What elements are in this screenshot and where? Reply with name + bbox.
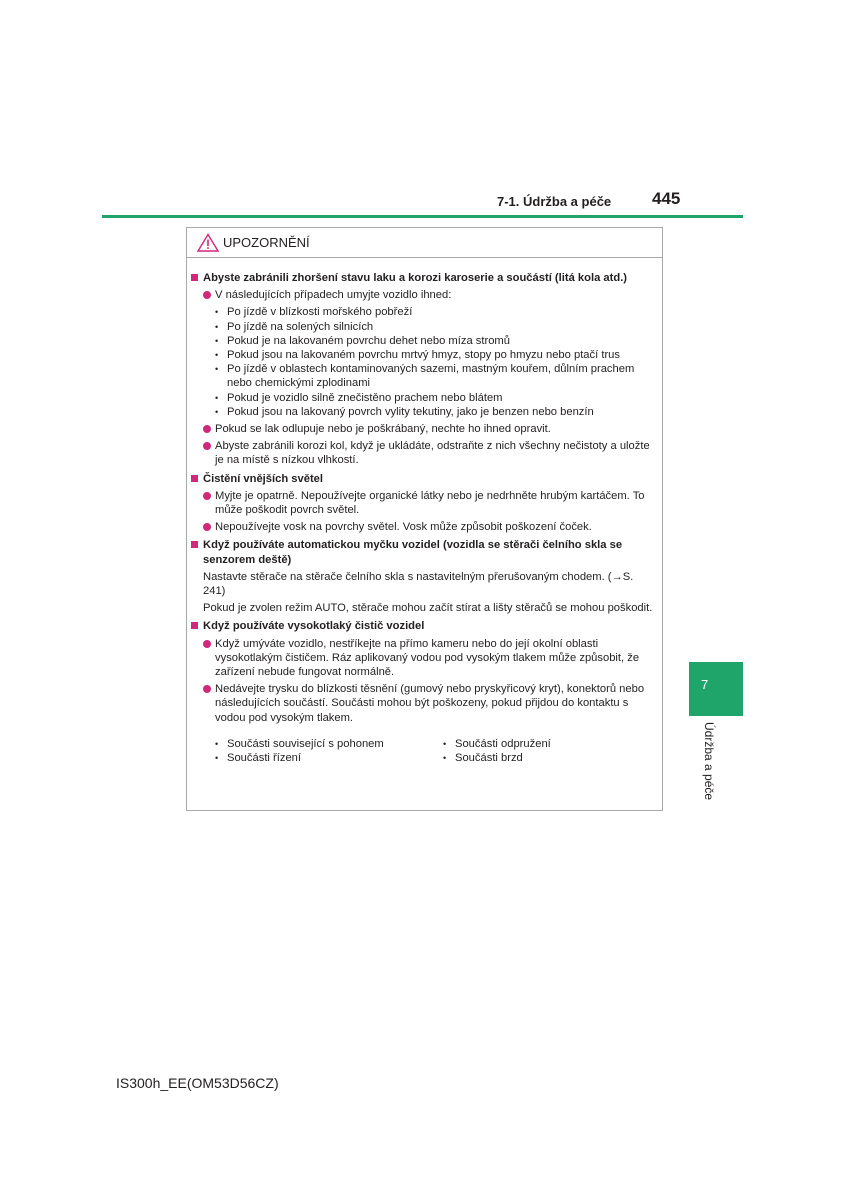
bullet-item: • Součásti související s pohonem bbox=[191, 737, 419, 751]
bullet-item: • Pokud jsou na lakovaný povrch vylity tekutiny, jako je benzen nebo benzín bbox=[191, 405, 656, 419]
caution-title: UPOZORNĚNÍ bbox=[223, 235, 310, 250]
bullet-item: • Po jízdě v oblastech kontaminovaných sazemi, mastným kouřem, důlním prachem nebo chemickými zplodinami bbox=[191, 362, 656, 390]
chapter-label: Údržba a péče bbox=[702, 722, 716, 801]
list-item: Pokud se lak odlupuje nebo je poškrábaný, nechte ho ihned opravit. bbox=[191, 422, 656, 436]
list-item: Abyste zabránili korozi kol, když je ukládáte, odstraňte z nich všechny nečistoty a uložte je na místě s nízkou vlhkostí. bbox=[191, 439, 656, 467]
section-heading: Když používáte vysokotlaký čistič vozidel bbox=[191, 619, 656, 633]
bullet-item: • Pokud je vozidlo silně znečistěno prachem nebo blátem bbox=[191, 391, 656, 405]
bullet-item: • Součásti odpružení bbox=[419, 737, 639, 751]
chapter-tab bbox=[689, 662, 743, 716]
components-column bbox=[419, 737, 639, 765]
page-number: 445 bbox=[652, 189, 681, 208]
caution-body bbox=[187, 258, 662, 765]
bullet-item: • Po jízdě na solených silnicích bbox=[191, 320, 656, 334]
list-item: Nepoužívejte vosk na povrchy světel. Vosk může způsobit poškození čoček. bbox=[191, 520, 656, 534]
components-list bbox=[191, 737, 656, 765]
warning-triangle-icon bbox=[197, 233, 219, 252]
list-item: Nedávejte trysku do blízkosti těsnění (gumový nebo pryskyřicový kryt), konektorů nebo následujících součástí. Součásti mohou být poškozeny, pokud přijdou do kontaktu s vodou pod vysokým tlakem. bbox=[191, 682, 656, 725]
list-item: V následujících případech umyjte vozidlo ihned: bbox=[191, 288, 656, 302]
list-item: Myjte je opatrně. Nepoužívejte organické látky nebo je nedrhněte hrubým kartáčem. To může poškodit povrch světel. bbox=[191, 489, 656, 517]
bullet-item: • Pokud jsou na lakovaném povrchu mrtvý hmyz, stopy po hmyzu nebo ptačí trus bbox=[191, 348, 656, 362]
paragraph: Pokud je zvolen režim AUTO, stěrače mohou začít stírat a lišty stěračů se mohou poškodit. bbox=[203, 602, 653, 615]
bullet-list bbox=[191, 305, 656, 419]
components-column bbox=[191, 737, 419, 765]
section-heading: Čistění vnějších světel bbox=[191, 472, 656, 486]
header-rule bbox=[102, 215, 743, 218]
section-heading: Když používáte automatickou myčku vozidel (vozidla se stěrači čelního skla se senzorem deště) bbox=[191, 538, 656, 566]
bullet-item: • Po jízdě v blízkosti mořského pobřeží bbox=[191, 305, 656, 319]
bullet-item: • Pokud je na lakovaném povrchu dehet nebo míza stromů bbox=[191, 334, 656, 348]
bullet-item: • Součásti brzd bbox=[419, 751, 639, 765]
paragraph: Nastavte stěrače na stěrače čelního skla s nastavitelným přerušovaným chodem. (→S. 241) bbox=[203, 570, 634, 598]
caution-box bbox=[186, 227, 663, 811]
section-title: 7-1. Údržba a péče bbox=[497, 194, 612, 209]
list-item: Když umýváte vozidlo, nestříkejte na přímo kameru nebo do její okolní oblasti vysokotlakým čističem. Ráz aplikovaný vodou pod vysokým tlakem může způsobit, že zařízení nebude fungovat normálně. bbox=[191, 637, 656, 680]
chapter-number: 7 bbox=[701, 677, 709, 692]
caution-header bbox=[187, 228, 662, 258]
bullet-item: • Součásti řízení bbox=[191, 751, 419, 765]
section-heading: Abyste zabránili zhoršení stavu laku a korozi karoserie a součástí (litá kola atd.) bbox=[191, 271, 656, 285]
footer-code: IS300h_EE(OM53D56CZ) bbox=[116, 1075, 279, 1091]
